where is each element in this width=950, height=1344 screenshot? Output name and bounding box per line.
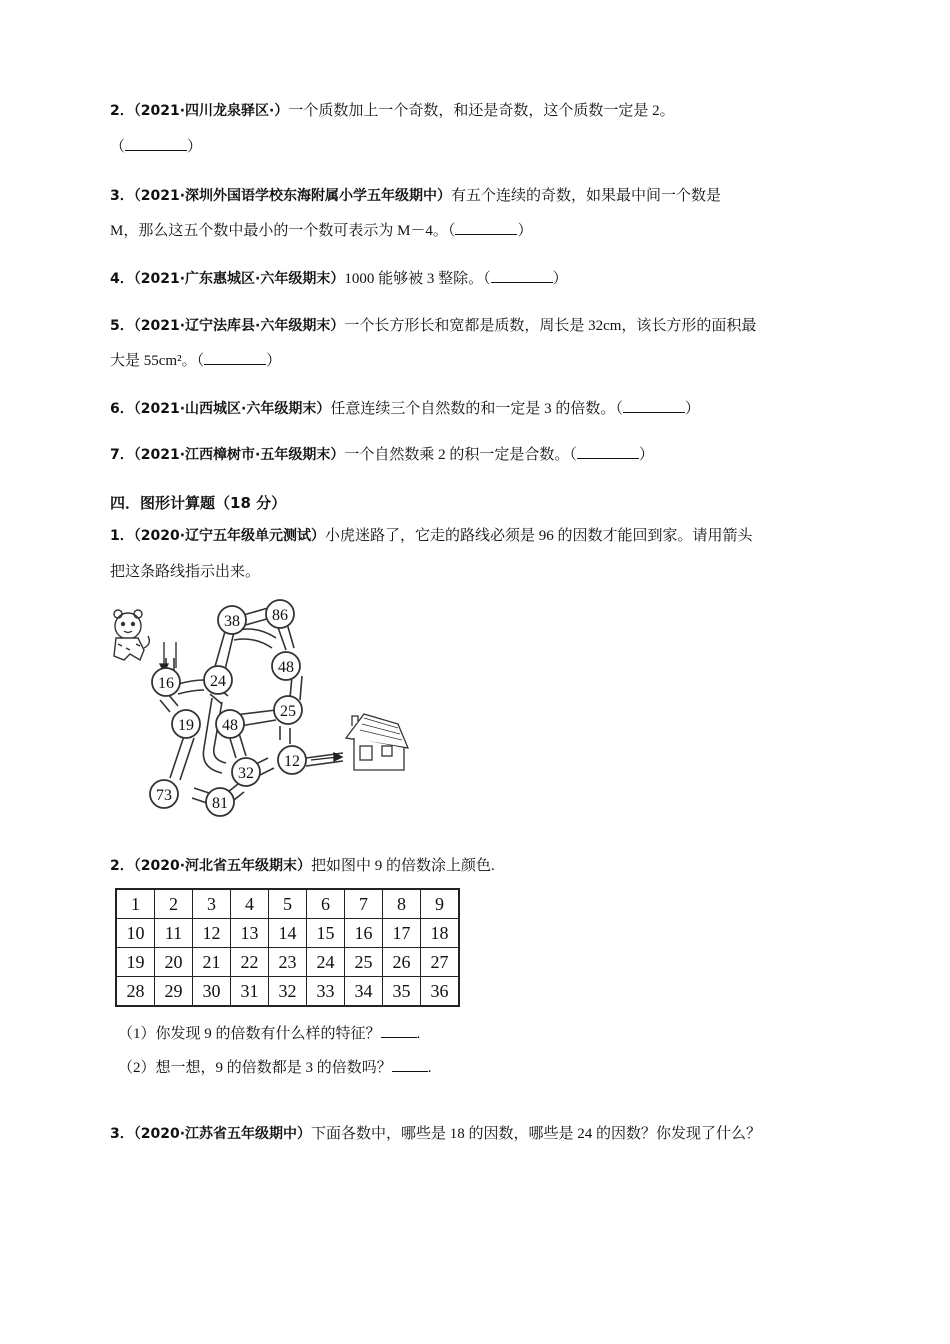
grid-cell[interactable]: 13 [231,919,269,948]
q7-source: （2021·江西樟树市·五年级期末） [133,447,345,463]
grid-cell[interactable]: 14 [269,919,307,948]
grid-cell[interactable]: 26 [383,948,421,977]
question-3-line2: M，那么这五个数中最小的一个数可表示为 M－4。（ ） [110,216,532,246]
maze-node: 86 [272,607,288,624]
grid-cell[interactable]: 27 [421,948,460,977]
figure-question-3 [110,1119,761,1149]
fq1-number: 1． [110,528,134,544]
fq2-number: 2． [110,858,134,874]
q3-text: 有五个连续的奇数，如果最中间一个数是 [451,188,722,204]
grid-cell[interactable]: 2 [155,889,193,919]
maze-node: 81 [212,795,228,812]
maze-node: 73 [156,787,172,804]
question-4: 4．（2021·广东惠城区·六年级期末）1000 能够被 3 整除。（ ） [110,264,568,294]
maze-node: 38 [224,613,240,630]
grid-cell[interactable]: 7 [345,889,383,919]
grid-cell[interactable]: 17 [383,919,421,948]
fq3-text: 下面各数中，哪些是 18 的因数，哪些是 24 的因数？你发现了什么？ [311,1126,762,1142]
grid-cell[interactable]: 16 [345,919,383,948]
answer-blank[interactable] [455,220,517,235]
maze-node: 19 [178,717,194,734]
figure-question-1-line2: 把这条路线指示出来。 [110,564,261,580]
sub-question-1: （1）你发现 9 的倍数有什么样的特征？ . [118,1022,420,1043]
grid-cell[interactable]: 34 [345,977,383,1007]
grid-cell[interactable]: 31 [231,977,269,1007]
q5-number: 5． [110,318,134,334]
q6-text: 任意连续三个自然数的和一定是 3 的倍数。（ [330,401,623,417]
q7-text: 一个自然数乘 2 的积一定是合数。（ [344,447,577,463]
grid-cell[interactable]: 20 [155,948,193,977]
grid-cell[interactable]: 36 [421,977,460,1007]
house-icon [346,714,408,770]
grid-cell[interactable]: 1 [116,889,155,919]
q6-number: 6． [110,401,134,417]
grid-cell[interactable]: 23 [269,948,307,977]
grid-row [116,919,459,948]
q3-source: （2021·深圳外国语学校东海附属小学五年级期中） [133,188,452,204]
maze-node: 48 [278,659,294,676]
q3-number: 3． [110,188,134,204]
answer-blank[interactable] [623,398,685,413]
grid-cell[interactable]: 5 [269,889,307,919]
grid-row [116,948,459,977]
fq3-source: （2020·江苏省五年级期中） [133,1126,312,1142]
grid-cell[interactable]: 8 [383,889,421,919]
grid-cell[interactable]: 10 [116,919,155,948]
q4-number: 4． [110,271,134,287]
maze-node: 12 [284,753,300,770]
maze-node: 25 [280,703,296,720]
tiger-icon [114,610,149,660]
grid-cell[interactable]: 35 [383,977,421,1007]
question-5 [110,311,756,341]
answer-blank[interactable] [125,136,187,151]
q2-source: （2021·四川龙泉驿区·） [133,103,289,119]
grid-cell[interactable]: 28 [116,977,155,1007]
grid-cell[interactable]: 15 [307,919,345,948]
grid-cell[interactable]: 4 [231,889,269,919]
answer-blank[interactable] [381,1023,417,1038]
grid-cell[interactable]: 12 [193,919,231,948]
grid-cell[interactable]: 19 [116,948,155,977]
q7-number: 7． [110,447,134,463]
maze-node: 32 [238,765,254,782]
maze-node: 24 [210,673,226,690]
q4-text: 1000 能够被 3 整除。（ [344,271,491,287]
question-3 [110,181,721,211]
q2-text: 一个质数加上一个奇数，和还是奇数，这个质数一定是 2。 [288,103,675,119]
fq1-source: （2020·辽宁五年级单元测试） [133,528,326,544]
q5-text: 一个长方形长和宽都是质数，周长是 32cm，该长方形的面积最 [344,318,757,334]
grid-cell[interactable]: 6 [307,889,345,919]
q2-number: 2． [110,103,134,119]
grid-cell[interactable]: 25 [345,948,383,977]
figure-question-2 [110,851,495,881]
grid-cell[interactable]: 33 [307,977,345,1007]
fq2-text: 把如图中 9 的倍数涂上颜色. [311,858,495,874]
grid-cell[interactable]: 30 [193,977,231,1007]
question-2-answer: （ ） [110,132,202,162]
grid-row [116,889,459,919]
fq3-number: 3． [110,1126,134,1142]
q6-source: （2021·山西城区·六年级期末） [133,401,331,417]
grid-cell[interactable]: 24 [307,948,345,977]
sub-question-2: （2）想一想，9 的倍数都是 3 的倍数吗？ . [118,1056,432,1077]
question-5-line2: 大是 55cm²。（ ） [110,346,281,376]
question-6: 6．（2021·山西城区·六年级期末）任意连续三个自然数的和一定是 3 的倍数。（ ） [110,394,700,424]
q4-source: （2021·广东惠城区·六年级期末） [133,271,345,287]
grid-cell[interactable]: 11 [155,919,193,948]
figure-question-1 [110,521,753,551]
question-7: 7．（2021·江西樟树市·五年级期末）一个自然数乘 2 的积一定是合数。（ ） [110,440,654,470]
fq1-text: 小虎迷路了，它走的路线必须是 96 的因数才能回到家。请用箭头 [325,528,753,544]
section-title: 四．图形计算题（18 分） [110,494,287,512]
grid-row [116,977,459,1007]
maze-node: 48 [222,717,238,734]
answer-blank[interactable] [204,350,266,365]
grid-cell[interactable]: 3 [193,889,231,919]
answer-blank[interactable] [491,268,553,283]
fq2-source: （2020·河北省五年级期末） [133,858,312,874]
grid-cell[interactable]: 32 [269,977,307,1007]
grid-cell[interactable]: 21 [193,948,231,977]
grid-cell[interactable]: 22 [231,948,269,977]
grid-cell[interactable]: 9 [421,889,460,919]
grid-cell[interactable]: 29 [155,977,193,1007]
answer-blank[interactable] [577,444,639,459]
q5-source: （2021·辽宁法库县·六年级期末） [133,318,345,334]
number-grid [115,888,460,1007]
answer-blank[interactable] [392,1057,428,1072]
question-2 [110,96,675,126]
grid-cell[interactable]: 18 [421,919,460,948]
maze-figure [108,598,413,823]
maze-node: 16 [158,675,174,692]
